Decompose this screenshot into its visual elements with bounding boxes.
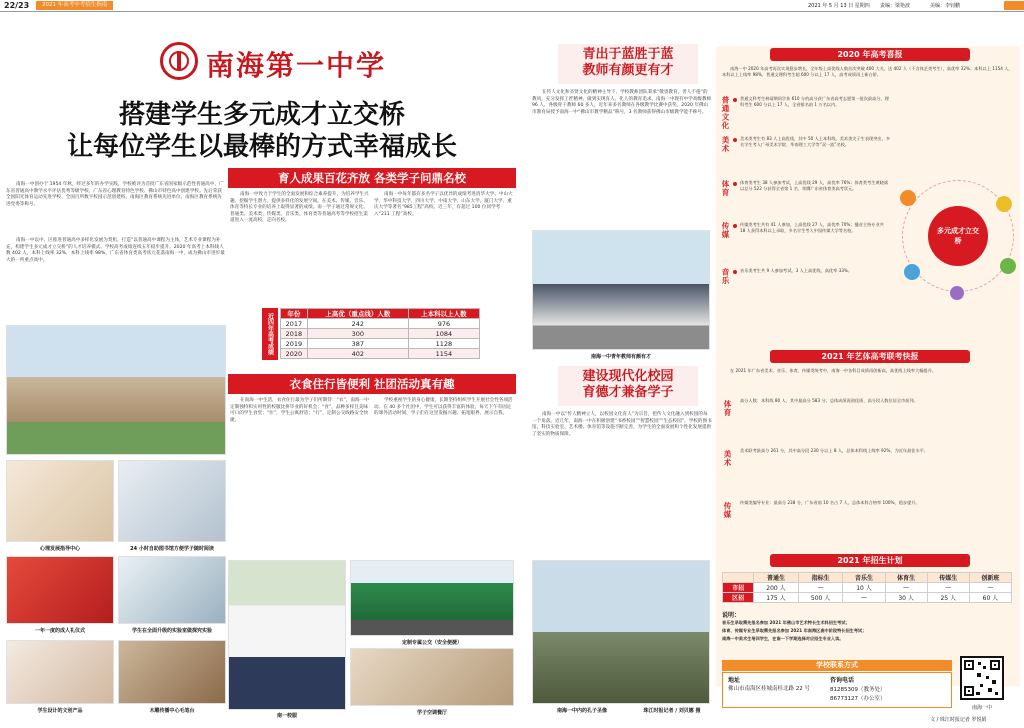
- caption-woodcarving: 木雕传播中心毛笔台: [149, 708, 195, 714]
- bullet-icon: [733, 270, 737, 274]
- plan-header-cell: 指标生: [798, 573, 843, 583]
- caption-credit: 珠江时报记者 / 刘贝娜 摄: [643, 708, 701, 714]
- section-achievements-title: 育人成果百花齐放 各类学子问鼎名校: [277, 171, 466, 185]
- plan-header-cell: 普通生: [754, 573, 799, 583]
- section-life-bar: [228, 374, 516, 394]
- qr-code-icon: [960, 656, 1004, 700]
- result-text-sport: 体育类考生 38 人参加考试，上高优线 29 人，高优率 76%；体育类考生黄晓斌以总分 522 分获得全省第 1 名、荣膺广东省体育类高考状元。: [740, 180, 889, 191]
- caption-psychology-center: 心理发展指导中心: [39, 546, 80, 552]
- art-title-bar: [770, 350, 970, 363]
- art-cat-sport: 体育: [723, 400, 732, 417]
- plan-title-bar: [770, 554, 970, 567]
- result-text-culture: 普通文科考生林靖期同学获 610 分的高分获广东省高考志愿第一批次最高分，理科考生 600 分以上 17 人，全省排名前 1 万名以内。: [740, 96, 889, 107]
- table-row: [723, 593, 1012, 603]
- result-cat-music: 音乐: [721, 268, 730, 285]
- contact-title-bar: [722, 660, 952, 671]
- pathway-node: [900, 190, 916, 206]
- result-cat-media: 传媒: [721, 222, 730, 239]
- table-cell: 2018: [281, 329, 308, 339]
- psychology-center-photo: [6, 460, 114, 542]
- lab-photo: [118, 556, 226, 624]
- table-cell: 200 人: [754, 583, 799, 593]
- result-cat-culture: 普通文化: [721, 96, 730, 130]
- coming-of-age-photo: [6, 556, 114, 624]
- table-cell: 300: [307, 329, 408, 339]
- result-text-media: 传媒类考生共有 41 人参加，上高优线 27 人，高优率 70%；播音主持专业共 18 人获得本科以上录取，多名学生考入中国传媒大学等名校。: [740, 222, 884, 233]
- scores-header-year: 年份: [281, 309, 308, 319]
- table-cell: 402: [307, 349, 408, 359]
- table-cell: 1084: [408, 329, 479, 339]
- caption-uniform: 南一校服: [276, 713, 297, 719]
- result-cat-art: 美术: [721, 136, 730, 153]
- page-number: 22/23: [4, 1, 30, 10]
- plan-header-row: [723, 573, 1012, 583]
- table-row: [723, 583, 1012, 593]
- plan-header-cell: [723, 573, 754, 583]
- result-text-music: 音乐类考生共 9 人参加考试，3 人上高优线，高优率 33%。: [740, 268, 853, 273]
- bullet-icon: [733, 98, 737, 102]
- results-title: 2020 年高考喜报: [837, 50, 903, 59]
- note-3: 南海一中美术生培训学生，在南一下学期选择对应招生专业入读。: [722, 636, 844, 641]
- table-cell: 25 人: [927, 593, 969, 603]
- note-1: 音乐生录取需先报名参加 2021 年佛山市艺术特长生术科招生考试；: [722, 620, 850, 625]
- teachers-title: [558, 44, 698, 84]
- art-cat-media: 传媒: [723, 502, 732, 519]
- plan-title: 2021 年招生计划: [837, 556, 903, 565]
- caption-bus: 定制专属公交（安全便捷）: [401, 640, 462, 646]
- achievements-text-a: 南海一中致力于学生的全面发展和综合素养提升，为培养学生兴趣、挖掘学生潜力，提供多样化的发展空间。在美术、传媒、音乐、体育等特长专业的培养上取得显著的成绩。南一学子通过常规文化、普通类、美术类、传媒类、音乐类、体育类等普通高考等学校招生渠道进入一流高校，走向名校。: [230, 192, 369, 224]
- teachers-title-line1: 青出于蓝胜于蓝: [582, 47, 674, 62]
- pathway-center: [928, 206, 988, 266]
- caption-library: 24 小时自助图书馆方便学子随时阅读: [130, 546, 214, 552]
- plan-table: [722, 572, 1012, 603]
- teachers-group-photo: [532, 230, 710, 350]
- table-cell: 2017: [281, 319, 308, 329]
- table-cell: 2020: [281, 349, 308, 359]
- qr-label: 南海一中: [971, 705, 992, 711]
- phone-1: 81285309（教务处）: [830, 687, 886, 693]
- plan-header-cell: 创新班: [969, 573, 1011, 583]
- table-row: [281, 339, 480, 349]
- header-corner: [1004, 1, 1024, 10]
- uniform-photo: [228, 560, 346, 710]
- section-achievements-bar: [228, 168, 516, 188]
- campus-title-line2: 育德才兼备学子: [582, 385, 674, 401]
- header-editor: 责编：梁艳波: [880, 3, 911, 9]
- plan-header-cell: 体育生: [885, 573, 927, 583]
- pathway-node: [950, 286, 964, 300]
- art-title: 2021 年艺体高考联考快报: [821, 352, 919, 361]
- table-cell: —: [798, 583, 843, 593]
- scores-header-key: 上高优（重点线）人数: [307, 309, 408, 319]
- school-logo-text: 南海第一中学: [206, 49, 387, 82]
- table-cell: —: [927, 583, 969, 593]
- art-text-art: 美术联考最高分 261 分，其中高分段 230 分以上 8 人，总体本科线上线率 92%，为近年最佳水平。: [740, 448, 929, 453]
- confucius-statue-photo: [532, 560, 710, 704]
- section-life-title: 衣食住行皆便利 社团活动真有趣: [289, 377, 455, 391]
- table-row: [281, 329, 480, 339]
- caption-products: 学生设计的文创产品: [37, 708, 83, 714]
- scores-header-undergrad: 上本科以上人数: [408, 309, 479, 319]
- table-cell: —: [885, 583, 927, 593]
- contact-title: 学校联系方式: [816, 661, 858, 669]
- pathway-node: [1000, 258, 1016, 274]
- scores-table: [280, 308, 480, 359]
- table-cell: 976: [408, 319, 479, 329]
- art-cat-art: 美术: [723, 450, 732, 467]
- table-cell: 175 人: [754, 593, 799, 603]
- library-photo: [118, 460, 226, 542]
- teachers-title-line2: 教师有颜更有才: [582, 63, 674, 79]
- table-cell: 242: [307, 319, 408, 329]
- bullet-icon: [733, 138, 737, 142]
- school-seal-icon: [160, 42, 198, 80]
- caption-lab: 学生在全面升级的实验室做探究实验: [131, 628, 212, 634]
- plan-row-label: 区招: [723, 593, 754, 603]
- woodcarving-photo: [118, 640, 226, 704]
- table-cell: —: [969, 583, 1011, 593]
- caption-canteen: 学子空调餐厅: [416, 710, 447, 716]
- header-designer: 美编：李钊鹏: [930, 3, 961, 9]
- scores-header-row: [281, 309, 480, 319]
- note-2: 体育、传媒专业生录取需先报名参加 2021 年南海区高中阶段特长招生考试；: [722, 628, 867, 633]
- achievements-text-b: 南海一中每年都有多名学子以优异的成绩考进清华大学、中山大学、华中科技大学、四川大学、中南大学、山东大学、厦门大学、重庆大学等著名“985工程”高校。近三年，有超过 100 位同学考入“211 工程”高校。: [374, 192, 513, 217]
- section-tab: 2021 年高考中考招生指南: [36, 1, 113, 10]
- notes-title: 说明：: [722, 612, 741, 619]
- plan-header-cell: 传媒生: [927, 573, 969, 583]
- intro-paragraph-2: 南海一中以中、区推进普通高中多样化发展为契机，打造“以普通高中课程为主体，艺术专业课程为补充，构建学生多元成才立交桥”的人才培养模式。学校高考成绩连续五年稳步提升。2020 年高考上本科线人数 402 人，本科上线率 32%，本科上线率 98%，广东省体育类高考状元花落南海一中，成为佛山市进步最大的一所重点高中。: [6, 238, 225, 263]
- byline: 文 / 珠江时报记者 罗悦娟: [930, 717, 987, 723]
- life-text-b: 学校重视学生的身心健康，长期坚持组织学生开展社会性各项活动。在 40 多个社团中，学生可以获得丰富的体验，每天下午有固定的课外活动时间，学子们在这里发掘兴趣、拓宽眼界、展示自我。: [374, 398, 513, 417]
- art-intro: 在 2021 年广东省美术、音乐、体育、传媒类统考中，南海一中各科目成绩再创新高，高优线上线率大幅提升。: [730, 368, 936, 373]
- campus-building-photo: [6, 325, 226, 455]
- table-cell: 30 人: [885, 593, 927, 603]
- table-cell: 10 人: [843, 583, 885, 593]
- header-bar: [0, 0, 1024, 12]
- caption-teachers: 南海一中青年教师有颜有才: [590, 354, 651, 360]
- table-cell: 1154: [408, 349, 479, 359]
- pathway-node: [904, 264, 920, 280]
- creative-products-photo: [6, 640, 114, 704]
- table-cell: 60 人: [969, 593, 1011, 603]
- results-title-bar: [770, 48, 970, 61]
- phone-label: 咨询电话: [830, 677, 855, 684]
- plan-row-label: 市招: [723, 583, 754, 593]
- campus-title-line1: 建设现代化校园: [582, 369, 674, 384]
- table-row: [281, 349, 480, 359]
- headline-line1: 搭建学生多元成才立交桥: [118, 100, 405, 130]
- scores-side-text: 近四年高考成绩: [266, 313, 274, 355]
- campus-text: 南海一中以“传人精神立人，以校园文化育人”为宗旨，把传人文化融入到校园的每一个角落。近几年，南海一中在积极创建“书香校园”“智慧校园”“生态校园”，学校的图书馆、科技实验室、艺术楼、体育馆等设施不断完善，为学生的全面发展和个性化发展提供了坚实的物质保障。: [532, 412, 712, 437]
- intro-paragraph-1: 南海一中创办于 1954 年秋，经过多年的办学实践，学校被评为首批广东省国家级示范性普通高中、广东省普通高中教学水平评估优秀等级学校、广东省心理教育特色学校、佛山市特色高中创建学校。先后荣获全国阳光体育运动先进学校、全国百所数字校园示范创建校、南海区教育系统先进单位、南海区教育系统先进党委等称号。: [6, 182, 224, 207]
- life-text-a: 在南海一中生活，衣食住行最为学子们所期待：“衣”，南海一中定制独特和实用性的校服比拼毕业的好机会；“食”，品种多样且美味可口的学生食堂；“住”，学生公寓舒适；“行”，定制公交线路安全快捷。: [230, 398, 369, 423]
- result-cat-sport: 体育: [721, 180, 730, 197]
- scores-side-label: [262, 308, 278, 360]
- headline-line2: 让每位学生以最棒的方式幸福成长: [66, 132, 457, 162]
- caption-statue: 南海一中内的孔子圣像: [556, 708, 607, 714]
- result-text-art: 美术类考生有 83 人上高优线，其中 50 人上本科线，美术类尖子生表现突出，多名学生考入广州美术学院、华南理工大学等“双一流”名校。: [740, 136, 890, 147]
- campus-title: [558, 366, 698, 406]
- bullet-icon: [733, 182, 737, 186]
- bullet-icon: [733, 224, 737, 228]
- results-summary: 南海一中 2020 年高考再次实现稳步增长，全年级上高优线人数首次突破 400 大关，达 402 人（不含体艺类考生），高优率 32%；本科以上 1154 人，本科以上上线率 98%，普通文理科考生超 600 分以上 17 人，高考成绩再上新台阶。: [722, 66, 1013, 77]
- teachers-text: 在传人文化和圣贤文化的精神主导下，学校教师团队秉承“敬畏教育，善人不倦”的教风，充分发挥工匠精神，做到实现育人、化人的教育追求。南海一中现有中学高级教师 96 人、各级骨干教师 60 多人，近年来多名教师在各级教学比赛中获奖。2020 年佛山市教育局授予南海一中“佛山市教学精品”称号，3 名教师获得佛山市级教学能手称号。: [532, 90, 712, 115]
- phone-2: 86773127（办公室）: [830, 696, 886, 702]
- table-cell: —: [843, 593, 885, 603]
- address-text: 佛山市南海区桂城南桂北路 22 号: [728, 686, 810, 692]
- table-row: [281, 319, 480, 329]
- table-cell: 1128: [408, 339, 479, 349]
- plan-header-cell: 音乐生: [843, 573, 885, 583]
- caption-ceremony: 一年一度的成人礼仪式: [34, 628, 85, 634]
- canteen-photo: [350, 648, 514, 706]
- art-text-sport: 高分人数：本科线 80 人，其中最高分 583 分；总体成绩再创佳绩，高分段人数位居全市前列。: [740, 398, 918, 403]
- table-cell: 387: [307, 339, 408, 349]
- header-date: 2021 年 5 月 13 日 星期四: [808, 3, 870, 9]
- pathway-node: [996, 196, 1012, 212]
- table-cell: 500 人: [798, 593, 843, 603]
- table-cell: 2019: [281, 339, 308, 349]
- address-label: 地址: [728, 677, 741, 684]
- pathway-center-text: 多元成才立交桥: [937, 227, 979, 245]
- bus-photo: [350, 560, 514, 636]
- art-text-media: 传媒类编导专业：最高分 238 分，广东省前 10 名占 7 人，总体本科合格率 100%，稳步提升。: [740, 500, 920, 505]
